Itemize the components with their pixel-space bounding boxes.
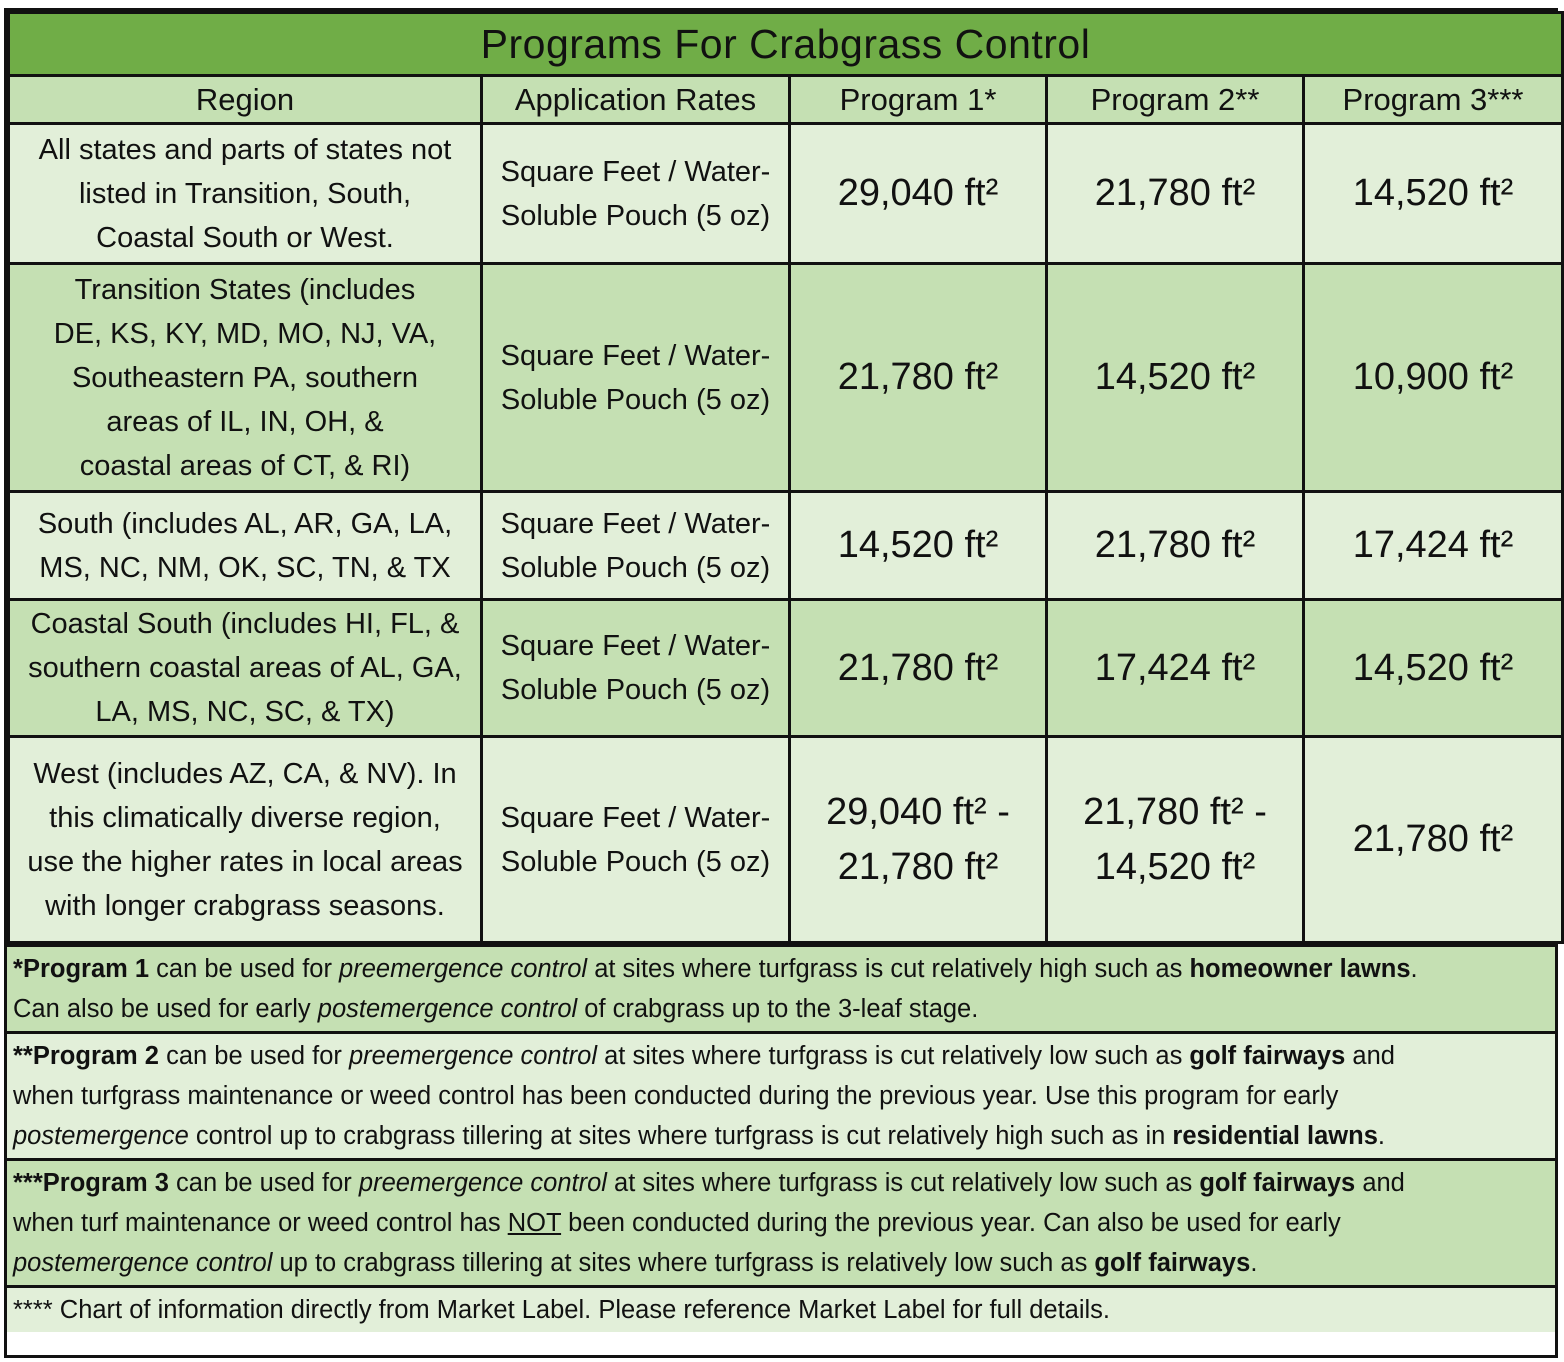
footnote-text: when turf maintenance or weed control has — [13, 1209, 508, 1237]
program-1-cell-line: 21,780 ft² — [837, 845, 999, 888]
header-program-1: Program 1* — [790, 76, 1047, 124]
program-2-cell-line: 14,520 ft² — [1094, 356, 1256, 398]
programs-table — [7, 11, 1564, 944]
footnote-source: **** Chart of information directly from Market Label. Please reference Market Label for full details. — [7, 1285, 1555, 1332]
footnote-bold: homeowner lawns — [1189, 955, 1411, 983]
program-1-cell-line: 21,780 ft² — [837, 646, 999, 689]
footnote-bold: residential lawns — [1172, 1122, 1378, 1150]
footnote-text: can be used for — [159, 1042, 349, 1070]
program-2-cell — [1047, 492, 1304, 600]
header-region: Region — [9, 76, 482, 124]
region-cell-line: DE, KS, KY, MD, MO, NJ, VA, — [53, 317, 437, 350]
table-row — [9, 492, 1563, 600]
application-rate-cell — [482, 124, 790, 264]
program-3-cell-line: 10,900 ft² — [1352, 356, 1514, 398]
footnote-text: and — [1345, 1042, 1395, 1070]
region-cell-line: coastal areas of CT, & RI) — [79, 449, 411, 482]
region-cell-line: southern coastal areas of AL, GA, — [28, 652, 462, 684]
table-row — [9, 264, 1563, 492]
program-2-cell-line: 14,520 ft² — [1094, 845, 1256, 888]
region-cell-line: listed in Transition, South, — [78, 177, 412, 210]
footnote-text: at sites where turfgrass is cut relatively high such as — [587, 955, 1190, 983]
program-2-cell-line: 17,424 ft² — [1094, 646, 1256, 689]
footnote-italic: preemergence control — [358, 1169, 607, 1197]
header-program-2: Program 2** — [1047, 76, 1304, 124]
footnote-text: . — [1250, 1249, 1258, 1277]
program-3-cell-line: 14,520 ft² — [1352, 646, 1514, 689]
program-1-cell — [790, 492, 1047, 600]
footnote-italic: preemergence control — [339, 955, 588, 983]
program-1-cell-line: 14,520 ft² — [837, 524, 999, 566]
region-cell-line: MS, NC, NM, OK, SC, TN, & TX — [39, 551, 451, 584]
footnote-program-name: Program 2 — [32, 1042, 159, 1070]
table-body — [9, 124, 1563, 943]
footnote-marker: *** — [13, 1169, 43, 1197]
application-rate-cell-line: Soluble Pouch (5 oz) — [500, 551, 771, 584]
application-rate-cell — [482, 264, 790, 492]
footnote-text: . — [1377, 1122, 1385, 1150]
footnote-text: can be used for — [168, 1169, 359, 1197]
program-2-cell-line: 21,780 ft² — [1094, 172, 1256, 214]
region-cell-line: use the higher rates in local areas — [27, 845, 463, 878]
crabgrass-program-chart — [4, 8, 1558, 1358]
program-1-cell-line: 29,040 ft² - — [826, 790, 1010, 833]
footnote-program-name: Program 1 — [22, 955, 150, 983]
program-1-cell — [790, 600, 1047, 737]
program-2-cell — [1047, 600, 1304, 737]
region-cell-line: South (includes AL, AR, GA, LA, — [37, 507, 453, 540]
application-rate-cell — [482, 600, 790, 737]
footnote-text: up to crabgrass tillering at sites where turfgrass is relatively low such as — [272, 1249, 1095, 1277]
footnote-text: control up to crabgrass tillering at sites where turfgrass is cut relatively high such as in — [188, 1122, 1173, 1150]
program-3-cell — [1304, 264, 1563, 492]
region-cell-line: with longer crabgrass seasons. — [45, 889, 445, 922]
region-cell-line: Coastal South or West. — [96, 221, 394, 254]
region-cell-line: All states and parts of states not — [38, 133, 452, 166]
region-cell — [9, 600, 482, 737]
program-3-cell — [1304, 600, 1563, 737]
program-2-cell — [1047, 737, 1304, 943]
footnote-text: Can also be used for early — [13, 995, 318, 1023]
footnote-program-1 — [7, 944, 1555, 1031]
region-cell-line: this climatically diverse region, — [49, 801, 441, 834]
footnote-italic: postemergence control — [317, 995, 578, 1023]
application-rate-cell-line: Square Feet / Water- — [500, 339, 771, 372]
header-program-3: Program 3*** — [1304, 76, 1563, 124]
footnote-marker: * — [13, 955, 23, 983]
footnote-underline: NOT — [507, 1209, 562, 1237]
table-row — [9, 737, 1563, 943]
table-row — [9, 600, 1563, 737]
program-2-cell — [1047, 264, 1304, 492]
application-rate-cell-line: Square Feet / Water- — [500, 155, 771, 188]
application-rate-cell-line: Soluble Pouch (5 oz) — [500, 199, 771, 232]
application-rate-cell — [482, 492, 790, 600]
header-application-rates: Application Rates — [482, 76, 790, 124]
program-3-cell-line: 17,424 ft² — [1352, 524, 1514, 566]
application-rate-cell-line: Square Feet / Water- — [500, 801, 771, 834]
program-3-cell-line: 14,520 ft² — [1352, 172, 1514, 214]
region-cell — [9, 124, 482, 264]
footnote-bold: golf fairways — [1199, 1169, 1356, 1197]
footnote-text: . — [1410, 955, 1418, 983]
program-1-cell — [790, 737, 1047, 943]
footnote-text: can be used for — [149, 955, 340, 983]
program-1-cell-line: 29,040 ft² — [837, 172, 999, 214]
application-rate-cell-line: Soluble Pouch (5 oz) — [500, 383, 771, 416]
program-2-cell — [1047, 124, 1304, 264]
application-rate-cell-line: Soluble Pouch (5 oz) — [500, 845, 771, 878]
chart-title: Programs For Crabgrass Control — [9, 13, 1563, 76]
region-cell-line: LA, MS, NC, SC, & TX) — [95, 696, 395, 728]
region-cell — [9, 264, 482, 492]
footnote-program-2 — [7, 1031, 1555, 1158]
region-cell-line: areas of IL, IN, OH, & — [106, 405, 384, 438]
program-1-cell — [790, 124, 1047, 264]
region-cell-line: Southeastern PA, southern — [71, 361, 419, 394]
program-1-cell — [790, 264, 1047, 492]
footnotes — [7, 944, 1555, 1332]
footnote-program-name: Program 3 — [42, 1169, 169, 1197]
footnote-italic: postemergence — [13, 1122, 189, 1150]
footnote-program-3 — [7, 1158, 1555, 1285]
application-rate-cell-line: Square Feet / Water- — [500, 630, 771, 662]
program-3-cell — [1304, 737, 1563, 943]
footnote-text: and — [1355, 1169, 1405, 1197]
program-2-cell-line: 21,780 ft² - — [1083, 790, 1267, 833]
region-cell-line: Transition States (includes — [74, 273, 416, 306]
footnote-text: at sites where turfgrass is cut relatively low such as — [606, 1169, 1200, 1197]
footnote-text: been conducted during the previous year. Can also be used for early — [561, 1209, 1341, 1237]
footnote-marker: ** — [13, 1042, 33, 1070]
table-row — [9, 124, 1563, 264]
region-cell-line: Coastal South (includes HI, FL, & — [30, 608, 460, 640]
footnote-text: when turfgrass maintenance or weed control has been conducted during the previous year. Use this program for early — [13, 1082, 1339, 1110]
region-cell — [9, 492, 482, 600]
footnote-italic: preemergence control — [348, 1042, 598, 1070]
region-cell-line: West (includes AZ, CA, & NV). In — [33, 757, 457, 790]
footnote-text: at sites where turfgrass is cut relatively low such as — [597, 1042, 1190, 1070]
footnote-text: of crabgrass up to the 3-leaf stage. — [577, 995, 979, 1023]
application-rate-cell-line: Soluble Pouch (5 oz) — [500, 674, 771, 706]
application-rate-cell-line: Square Feet / Water- — [500, 507, 771, 540]
region-cell — [9, 737, 482, 943]
program-2-cell-line: 21,780 ft² — [1094, 524, 1256, 566]
program-3-cell — [1304, 124, 1563, 264]
application-rate-cell — [482, 737, 790, 943]
program-3-cell — [1304, 492, 1563, 600]
footnote-bold: golf fairways — [1094, 1249, 1251, 1277]
program-1-cell-line: 21,780 ft² — [837, 356, 999, 398]
footnote-bold: golf fairways — [1189, 1042, 1346, 1070]
program-3-cell-line: 21,780 ft² — [1352, 818, 1514, 860]
footnote-italic: postemergence control — [13, 1249, 273, 1277]
